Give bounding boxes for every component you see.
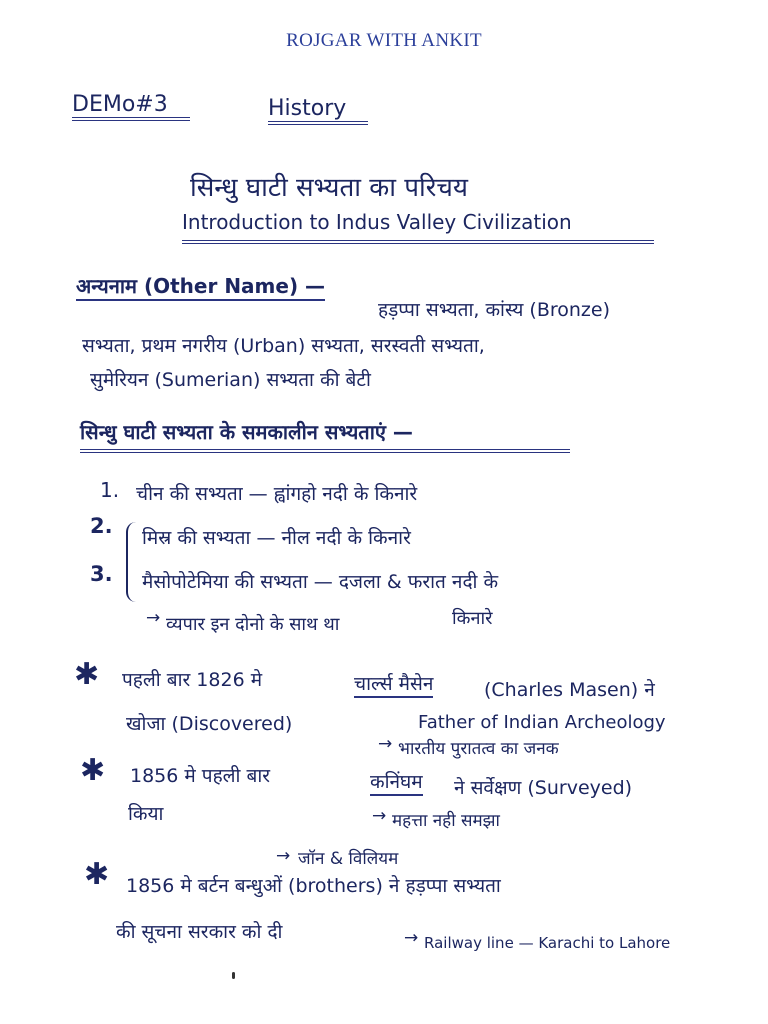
- arrow-icon: →: [378, 734, 393, 754]
- arrow-icon: →: [276, 846, 291, 866]
- point3-line1: 1856 मे बर्टन बन्धुओं (brothers) ने हड़प्पा सभ्यता: [126, 875, 501, 897]
- list-item-num: 1.: [100, 478, 120, 502]
- point2-name: कनिंघम: [370, 768, 423, 796]
- star-icon: ✱: [84, 857, 110, 892]
- demo-label: DEMo#3: [72, 92, 190, 121]
- point2-line1-post: ने सर्वेक्षण (Surveyed): [454, 777, 633, 799]
- arrow-icon: →: [146, 608, 161, 628]
- point3-line2: की सूचना सरकार को दी: [116, 921, 283, 943]
- point1-line2: खोजा (Discovered): [126, 713, 293, 735]
- contemporary-heading: सिन्धु घाटी सभ्यता के समकालीन सभ्यताएं —: [80, 418, 570, 453]
- point1-note: Father of Indian Archeology: [418, 712, 666, 733]
- list-item-num: 3.: [90, 562, 113, 586]
- point2-note-below: महत्ता नही समझा: [392, 811, 500, 831]
- other-names-line1: हड़प्पा सभ्यता, कांस्य (Bronze): [378, 299, 611, 321]
- point2-line1-pre: 1856 मे पहली बार: [130, 765, 271, 787]
- other-names-heading: अन्यनाम (Other Name) —: [76, 272, 325, 301]
- list-item: चीन की सभ्यता — ह्वांगहो नदी के किनारे: [136, 483, 418, 505]
- other-names-line2: सभ्यता, प्रथम नगरीय (Urban) सभ्यता, सरस्वती सभ्यता,: [82, 335, 485, 357]
- star-icon: ✱: [80, 753, 106, 788]
- point1-name: चार्ल्स मैसेन: [354, 670, 433, 698]
- point3-note-above: जॉन & विलियम: [298, 849, 399, 869]
- point2-line2: किया: [128, 803, 164, 825]
- point1-line1-post: (Charles Masen) ने: [484, 679, 655, 701]
- list-item: मैसोपोटेमिया की सभ्यता — दजला & फरात नदी के: [142, 571, 499, 593]
- arrow-icon: →: [372, 806, 387, 826]
- list-brace: [126, 522, 138, 602]
- point2-note-above: भारतीय पुरातत्व का जनक: [398, 739, 559, 759]
- trade-note: व्यपार इन दोनो के साथ था: [166, 614, 340, 635]
- point1-line1-pre: पहली बार 1826 मे: [122, 669, 263, 691]
- other-names-line3: सुमेरियन (Sumerian) सभ्यता की बेटी: [90, 369, 371, 391]
- page-header: ROJGAR WITH ANKIT: [286, 30, 482, 51]
- trade-note-tail: किनारे: [452, 608, 493, 629]
- ink-mark: [232, 972, 235, 979]
- star-icon: ✱: [74, 657, 100, 692]
- list-item: मिस्र की सभ्यता — नील नदी के किनारे: [142, 527, 411, 549]
- list-item-num: 2.: [90, 514, 113, 538]
- arrow-icon: →: [404, 928, 419, 948]
- title-english: Introduction to Indus Valley Civilization: [182, 210, 654, 244]
- point3-note-right: Railway line — Karachi to Lahore: [424, 934, 671, 952]
- title-hindi: सिन्धु घाटी सभ्यता का परिचय: [190, 173, 468, 203]
- subject-label: History: [268, 96, 368, 125]
